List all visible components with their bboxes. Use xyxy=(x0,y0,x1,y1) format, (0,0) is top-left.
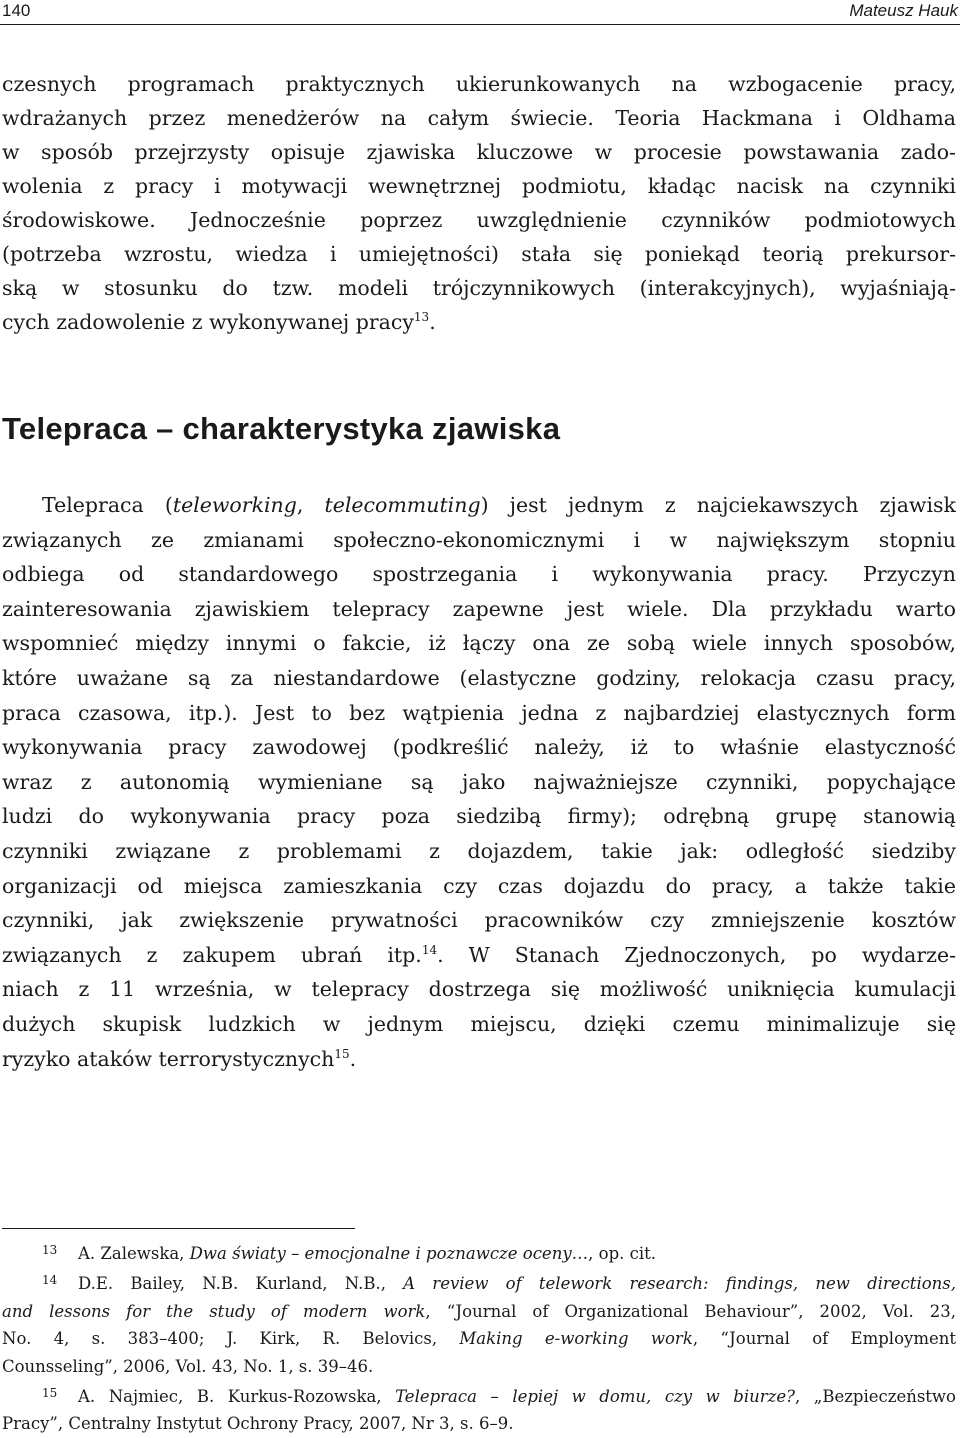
text-line: związanych ze zmianami społeczno-ekonomicznymi i w największym stopniu xyxy=(2,527,956,552)
footnotes xyxy=(2,1237,956,1438)
text-line: ryzyko ataków terrorystycznych$^{15}$. xyxy=(2,1046,357,1071)
text-line: Telepraca (teleworking, telecommuting) jest jednym z najciekawszych zjawisk xyxy=(42,493,956,517)
text-line: wolenia z pracy i motywacji wewnętrznej podmiotu, kładąc nacisk na czynniki xyxy=(2,174,956,198)
text-line: czynniki, jak zwiększenie prywatności pracowników czy zmniejszenie kosztów xyxy=(2,908,956,933)
paragraph-telepraca xyxy=(2,488,956,1076)
text-line: wspomnieć między innymi o fakcie, iż łączy ona ze sobą wiele innych sposobów, xyxy=(2,631,956,656)
text-line: związanych z zakupem ubrań itp.$^{14}$. W Stanach Zjednoczonych, po wydarze- xyxy=(2,942,957,967)
author-name: Mateusz Hauk xyxy=(849,1,958,20)
footnote-14-line: Counsseling”, 2006, Vol. 43, No. 1, s. 39–46. xyxy=(2,1356,374,1376)
footnote-ref[interactable]: 14 xyxy=(421,942,438,957)
text-line: dużych skupisk ludzkich w jednym miejscu, dzięki czemu minimalizuje się xyxy=(2,1011,956,1036)
footnote-ref[interactable]: 15 xyxy=(334,1046,350,1061)
footnote-14-line: and lessons for the study of modern work, “Journal of Organizational Behaviour”, 2002, Vol. 23, xyxy=(2,1301,956,1321)
text-line: wraz z autonomią wymieniane są jako najważniejsze czynniki, popychające xyxy=(2,769,956,794)
text-line: organizacji od miejsca zamieszkania czy czas dojazdu do pracy, a także takie xyxy=(2,873,956,898)
text-line: (potrzeba wzrostu, wiedza i umiejętności) stała się poniekąd teorią prekursor- xyxy=(2,242,956,266)
footnote-13: 13 A. Zalewska, Dwa światy – emocjonalne i poznawcze oceny…, op. cit. xyxy=(2,1237,956,1267)
footnote-number: 13 xyxy=(42,1243,58,1257)
text-line: niach z 11 września, w telepracy dostrzega się możliwość uniknięcia kumulacji xyxy=(2,977,956,1002)
footnote-number: 15 xyxy=(42,1386,58,1401)
text-line: czynniki związane z problemami z dojazdem, takie jak: odległość siedziby xyxy=(2,838,956,863)
text-line: ludzi do wykonywania pracy poza siedzibą firmy); odrębną grupę stanowią xyxy=(2,804,956,829)
section-heading: Telepraca – charakterystyka zjawiska xyxy=(2,411,561,446)
footnote-15: 15 A. Najmiec, B. Kurkus-Rozowska, Telepraca – lepiej w domu, czy w biurze?, „Bezpieczeństwo xyxy=(2,1380,956,1410)
text-line: odbiega od standardowego spostrzegania i wykonywania pracy. Przyczyn xyxy=(2,562,956,587)
text-line: które uważane są za niestandardowe (elastyczne godziny, relokacja czasu pracy, xyxy=(2,665,956,690)
footnote-ref[interactable]: 13 xyxy=(413,310,430,325)
text-line: cych zadowolenie z wykonywanej pracy$^{13}$. xyxy=(2,310,436,334)
footnote-14: 14 D.E. Bailey, N.B. Kurland, N.B., A review of telework research: findings, new directions, xyxy=(2,1267,956,1297)
running-head xyxy=(0,0,960,25)
text-line: w sposób przejrzysty opisuje zjawiska kluczowe w procesie powstawania zado- xyxy=(2,140,956,164)
footnote-14-line: No. 4, s. 383–400; J. Kirk, R. Belovics, Making e-working work, “Journal of Employment xyxy=(2,1329,956,1349)
text-line: czesnych programach praktycznych ukierunkowanych na wzbogacenie pracy, xyxy=(2,72,956,96)
text-line: środowiskowe. Jednocześnie poprzez uwzględnienie czynników podmiotowych xyxy=(2,208,956,232)
text-line: zainteresowania zjawiskiem telepracy zapewne jest wiele. Dla przykładu warto xyxy=(2,596,956,621)
footnote-number: 14 xyxy=(42,1273,58,1288)
text-line: ską w stosunku do tzw. modeli trójczynnikowych (interakcyjnych), wyjaśniają- xyxy=(2,276,956,300)
page-number: 140 xyxy=(2,1,31,20)
footnote-15-line: Pracy”, Centralny Instytut Ochrony Pracy, 2007, Nr 3, s. 6–9. xyxy=(2,1414,514,1434)
paragraph-continuation xyxy=(2,67,956,339)
text-line: wykonywania pracy zawodowej (podkreślić należy, iż to właśnie elastyczność xyxy=(2,735,956,760)
footnote-separator xyxy=(2,1228,355,1229)
text-line: praca czasowa, itp.). Jest to bez wątpienia jedna z najbardziej elastycznych form xyxy=(2,700,956,725)
text-line: wdrażanych przez menedżerów na całym świecie. Teoria Hackmana i Oldhama xyxy=(2,106,956,130)
